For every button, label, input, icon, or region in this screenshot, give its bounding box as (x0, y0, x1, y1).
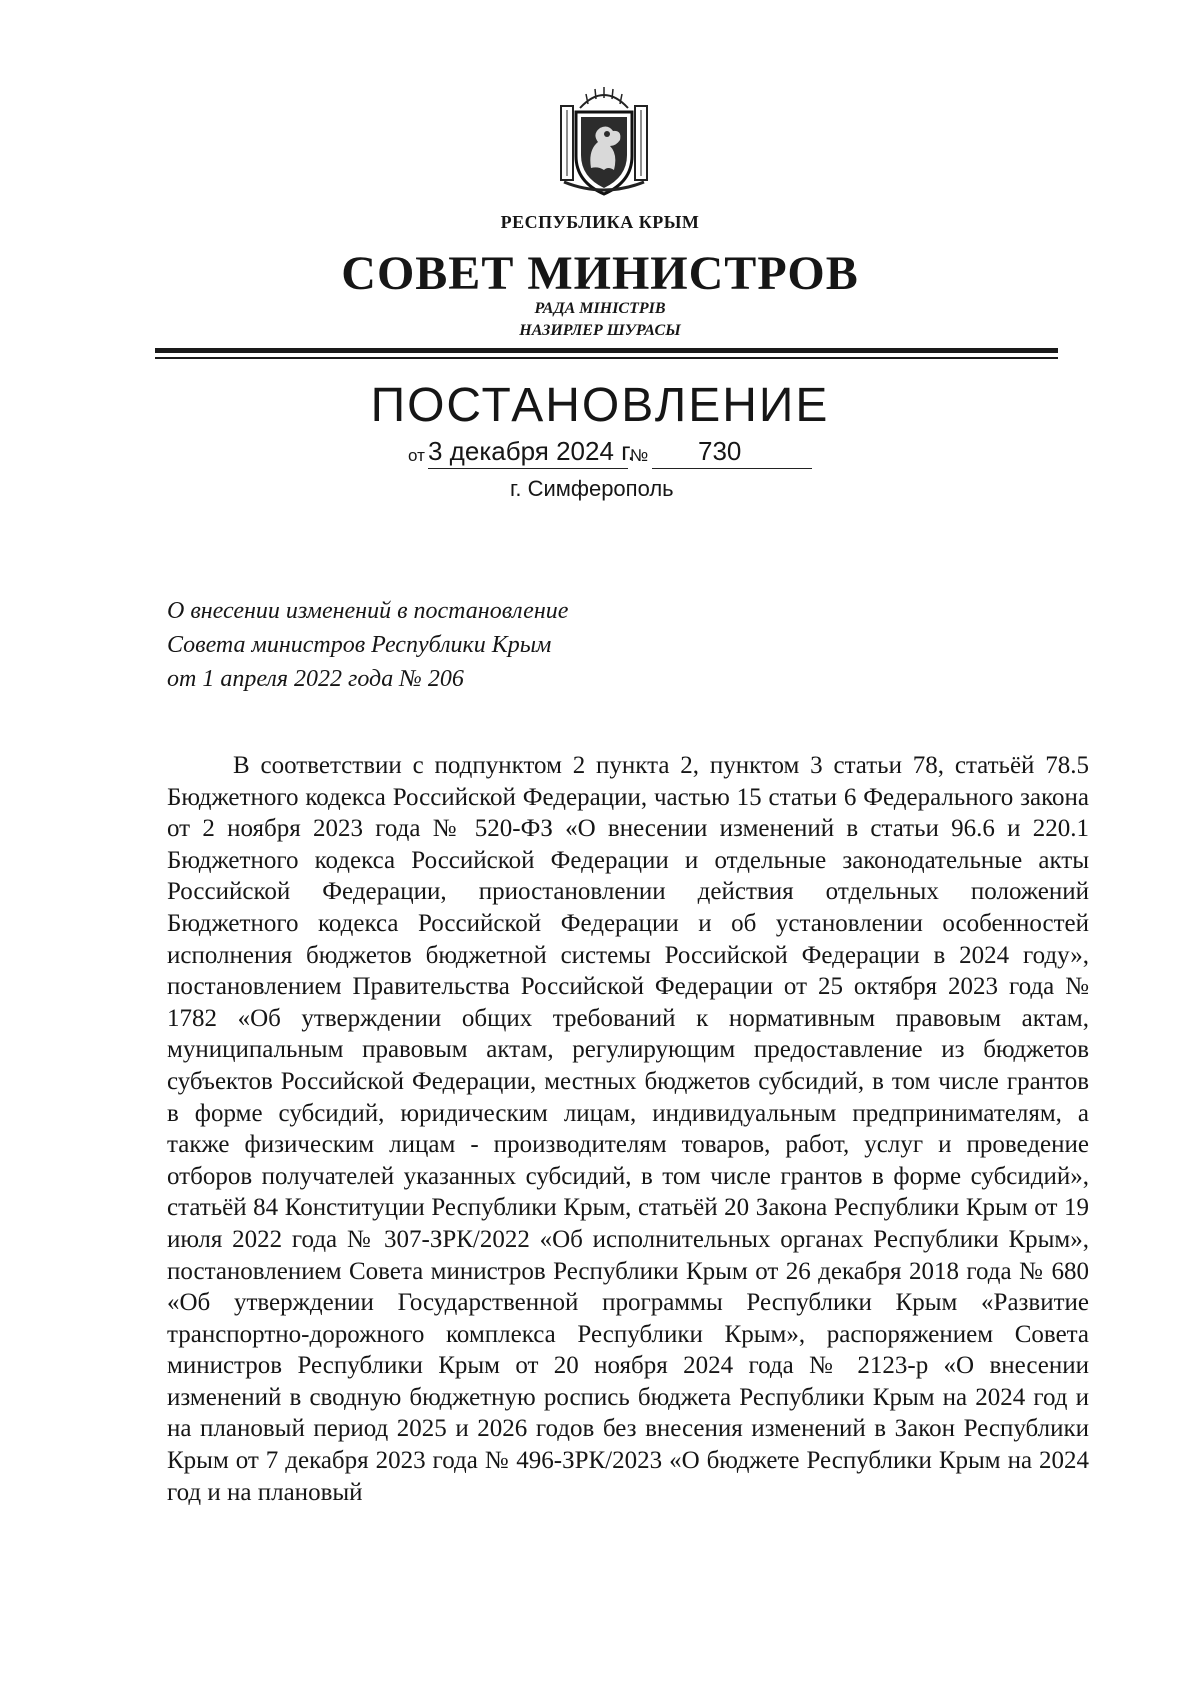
header-divider-thin (155, 357, 1058, 359)
date-prefix: от (408, 446, 425, 465)
date-underline (428, 468, 628, 469)
document-number: 730 (698, 436, 742, 466)
document-city: г. Симферополь (510, 476, 674, 501)
council-title-ukrainian: РАДА МІНІСТРІВ (534, 300, 666, 317)
number-underline (652, 468, 812, 469)
coat-of-arms-icon (558, 86, 650, 198)
subject-line: от 1 апреля 2022 года № 206 (167, 666, 464, 692)
council-title: СОВЕТ МИНИСТРОВ (341, 247, 859, 300)
subject-line: О внесении изменений в постановление (167, 598, 569, 624)
date-number-row (408, 434, 808, 472)
body-paragraph: В соответствии с подпунктом 2 пункта 2, пунктом 3 статьи 78, статьёй 78.5 Бюджетного кодекса Российской Федерации, частью 15 статьи 6 Федерального закона от 2 ноября 2023 года № 520-ФЗ «О внесении изменений в статьи 96.6 и 220.1 Бюджетного кодекса Российской Федерации и отдельные законодательные акты Российской Федерации, приостановлении действия отдельных положений Бюджетного кодекса Российской Федерации и об установлении особенностей исполнения бюджетов бюджетной системы Российской Федерации в 2024 году», постановлением Правительства Российской Федерации от 25 октября 2023 года № 1782 «Об утверждении общих требований к нормативным правовым актам, муниципальным правовым актам, регулирующим предоставление из бюджетов субъектов Российской Федерации, местных бюджетов субсидий, в том числе грантов в форме субсидий, юридическим лицам, индивидуальным предпринимателям, а также физическим лицам - производителям товаров, работ, услуг и проведение отборов получателей указанных субсидий, в том числе грантов в форме субсидий», статьёй 84 Конституции Республики Крым, статьёй 20 Закона Республики Крым от 19 июля 2022 года № 307-ЗРК/2022 «Об исполнительных органах Республики Крым», постановлением Совета министров Республики Крым от 26 декабря 2018 года № 680 «Об утверждении Государственной программы Республики Крым «Развитие транспортно-дорожного комплекса Республики Крым», распоряжением Совета министров Республики Крым от 20 ноября 2024 года № 2123-р «О внесении изменений в сводную бюджетную роспись бюджета Республики Крым на 2024 год и на плановый период 2025 и 2026 годов без внесения изменений в Закон Республики Крым от 7 декабря 2023 года № 496-ЗРК/2023 «О бюджете Республики Крым на 2024 год и на плановый (167, 752, 1089, 1506)
document-date: 3 декабря 2024 г. (428, 436, 635, 466)
number-prefix: № (630, 446, 649, 465)
republic-name: РЕСПУБЛИКА КРЫМ (500, 212, 700, 232)
subject-line: Совета министров Республики Крым (167, 632, 552, 658)
header-divider-thick (155, 348, 1058, 353)
document-subject (167, 594, 568, 696)
council-title-crimean-tatar: НАЗИРЛЕР ШУРАСЫ (519, 322, 681, 339)
document-type: ПОСТАНОВЛЕНИЕ (370, 379, 830, 432)
